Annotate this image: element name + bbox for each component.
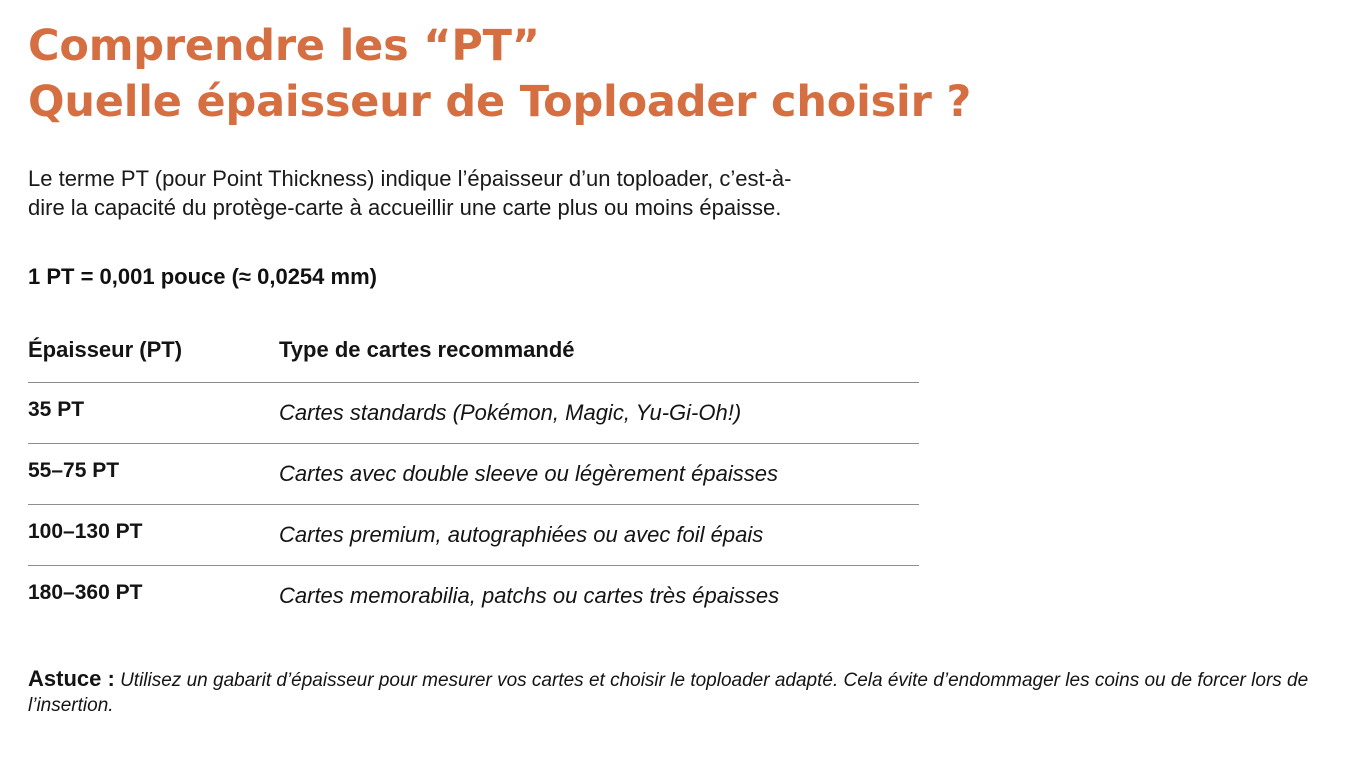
table-row: [28, 505, 919, 566]
card-type-cell: Cartes standards (Pokémon, Magic, Yu-Gi-Oh!): [279, 400, 742, 425]
document-page: [28, 18, 1338, 737]
tip-paragraph: [28, 666, 1338, 718]
title-line-2: Quelle épaisseur de Toploader choisir ?: [28, 77, 972, 127]
pt-definition: 1 PT = 0,001 pouce (≈ 0,0254 mm): [28, 264, 377, 289]
intro-paragraph: Le terme PT (pour Point Thickness) indique l’épaisseur d’un toploader, c’est-à-dire la capacité du protège-carte à accueillir une carte plus ou moins épaisse.: [28, 166, 792, 220]
table-row: [28, 566, 919, 626]
tip-label: Astuce :: [28, 666, 115, 691]
page-title: [28, 18, 1338, 130]
card-type-cell: Cartes premium, autographiées ou avec foil épais: [279, 522, 764, 547]
table-header-row: [28, 331, 919, 383]
header-card-type: Type de cartes recommandé: [279, 337, 575, 362]
thickness-cell: 35 PT: [28, 398, 85, 421]
title-line-1: Comprendre les “PT”: [28, 21, 540, 71]
table-row: [28, 383, 919, 444]
card-type-cell: Cartes memorabilia, patchs ou cartes très épaisses: [279, 583, 780, 608]
thickness-cell: 100–130 PT: [28, 520, 143, 543]
thickness-table: [28, 331, 919, 626]
tip-text: Utilisez un gabarit d’épaisseur pour mesurer vos cartes et choisir le toploader adapté. Cela évite d’endommager les coins ou de forcer lors de l’insertion.: [28, 670, 1309, 716]
card-type-cell: Cartes avec double sleeve ou légèrement épaisses: [279, 461, 778, 486]
header-thickness: Épaisseur (PT): [28, 337, 183, 362]
thickness-cell: 55–75 PT: [28, 459, 120, 482]
thickness-cell: 180–360 PT: [28, 581, 143, 604]
table-row: [28, 444, 919, 505]
